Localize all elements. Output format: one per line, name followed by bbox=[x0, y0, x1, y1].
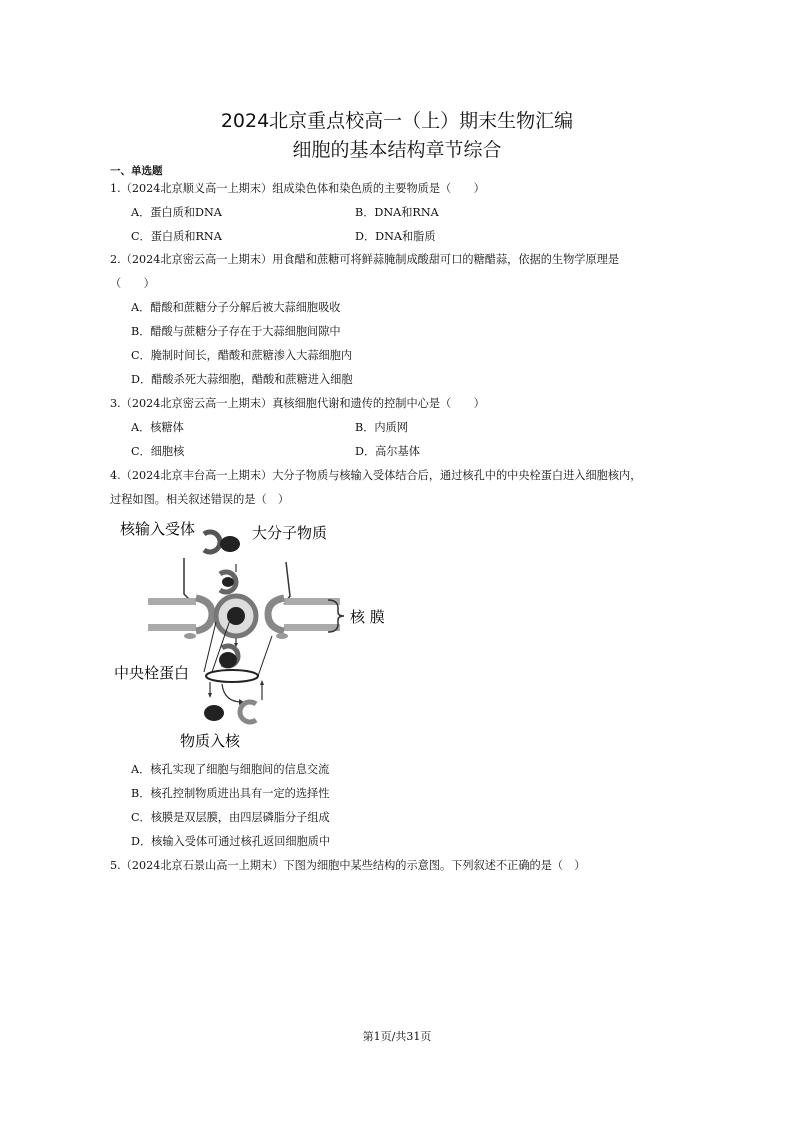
membrane-right-outer bbox=[284, 598, 340, 605]
question-1-option-d: D．DNA和脂质 bbox=[355, 230, 436, 243]
question-4-option-a: A．核孔实现了细胞与细胞间的信息交流 bbox=[131, 763, 330, 776]
question-2-option-b: B．醋酸与蔗糖分子存在于大蒜细胞间隙中 bbox=[131, 325, 341, 338]
question-1-option-b: B．DNA和RNA bbox=[355, 206, 439, 219]
label-nuclear-import-receptor: 核输入受体 bbox=[120, 520, 196, 538]
receptor-shape-top bbox=[204, 532, 220, 552]
membrane-left-inner bbox=[148, 624, 196, 631]
macromolecule-below-pore bbox=[219, 652, 237, 668]
question-3-option-a: A．核糖体 bbox=[131, 421, 184, 434]
membrane-right-inner bbox=[284, 624, 340, 631]
question-2-stem: 2.（2024北京密云高一上期末）用食醋和蔗糖可将鲜蒜腌制成酸甜可口的糖醋蒜，依据的生物学原理是 bbox=[110, 253, 620, 266]
question-1-option-a: A．蛋白质和DNA bbox=[131, 206, 222, 219]
label-import-into-nucleus: 物质入核 bbox=[180, 732, 241, 750]
macromolecule-top bbox=[220, 536, 240, 552]
question-4-option-c: C．核膜是双层膜，由四层磷脂分子组成 bbox=[131, 811, 330, 824]
question-4-stem: 4.（2024北京丰台高一上期末）大分子物质与核输入受体结合后，通过核孔中的中央栓蛋白进入细胞核内， bbox=[110, 469, 642, 482]
document-subtitle: 细胞的基本结构章节综合 bbox=[292, 139, 502, 161]
question-1-option-c: C．蛋白质和RNA bbox=[131, 230, 222, 243]
section-heading: 一、单选题 bbox=[110, 165, 163, 177]
question-2-option-d: D．醋酸杀死大蒜细胞，醋酸和蔗糖进入细胞 bbox=[131, 373, 353, 386]
question-2-stem-cont: （ ） bbox=[110, 277, 155, 290]
question-5-stem: 5.（2024北京石景山高一上期末）下图为细胞中某些结构的示意图。下列叙述不正确的是（ ） bbox=[110, 859, 586, 872]
label-nuclear-membrane: 核 膜 bbox=[350, 608, 385, 626]
macromolecule-released bbox=[204, 705, 224, 721]
membrane-left-outer bbox=[148, 598, 196, 605]
nuclear-pore-diagram bbox=[112, 512, 412, 752]
question-1-stem: 1.（2024北京顺义高一上期末）组成染色体和染色质的主要物质是（ ） bbox=[110, 182, 485, 195]
label-macromolecule: 大分子物质 bbox=[252, 524, 328, 542]
question-3-option-b: B．内质网 bbox=[355, 421, 408, 434]
document-title: 2024北京重点校高一（上）期末生物汇编 bbox=[220, 110, 574, 132]
question-2-option-a: A．醋酸和蔗糖分子分解后被大蒜细胞吸收 bbox=[131, 301, 341, 314]
question-3-stem: 3.（2024北京密云高一上期末）真核细胞代谢和遗传的控制中心是（ ） bbox=[110, 397, 485, 410]
question-3-option-c: C．细胞核 bbox=[131, 445, 185, 458]
central-plug-ring bbox=[206, 670, 258, 682]
page-footer: 第1页/共31页 bbox=[362, 1030, 432, 1043]
question-4-option-b: B．核孔控制物质进出具有一定的选择性 bbox=[131, 787, 330, 800]
question-3-option-d: D．高尔基体 bbox=[355, 445, 420, 458]
question-4-stem-cont: 过程如图。相关叙述错误的是（ ） bbox=[110, 493, 290, 506]
label-central-plug-protein: 中央栓蛋白 bbox=[114, 664, 190, 682]
question-4-option-d: D．核输入受体可通过核孔返回细胞质中 bbox=[131, 835, 331, 848]
receptor-released bbox=[240, 702, 256, 722]
question-2-option-c: C．腌制时间长，醋酸和蔗糖渗入大蒜细胞内 bbox=[131, 349, 353, 362]
